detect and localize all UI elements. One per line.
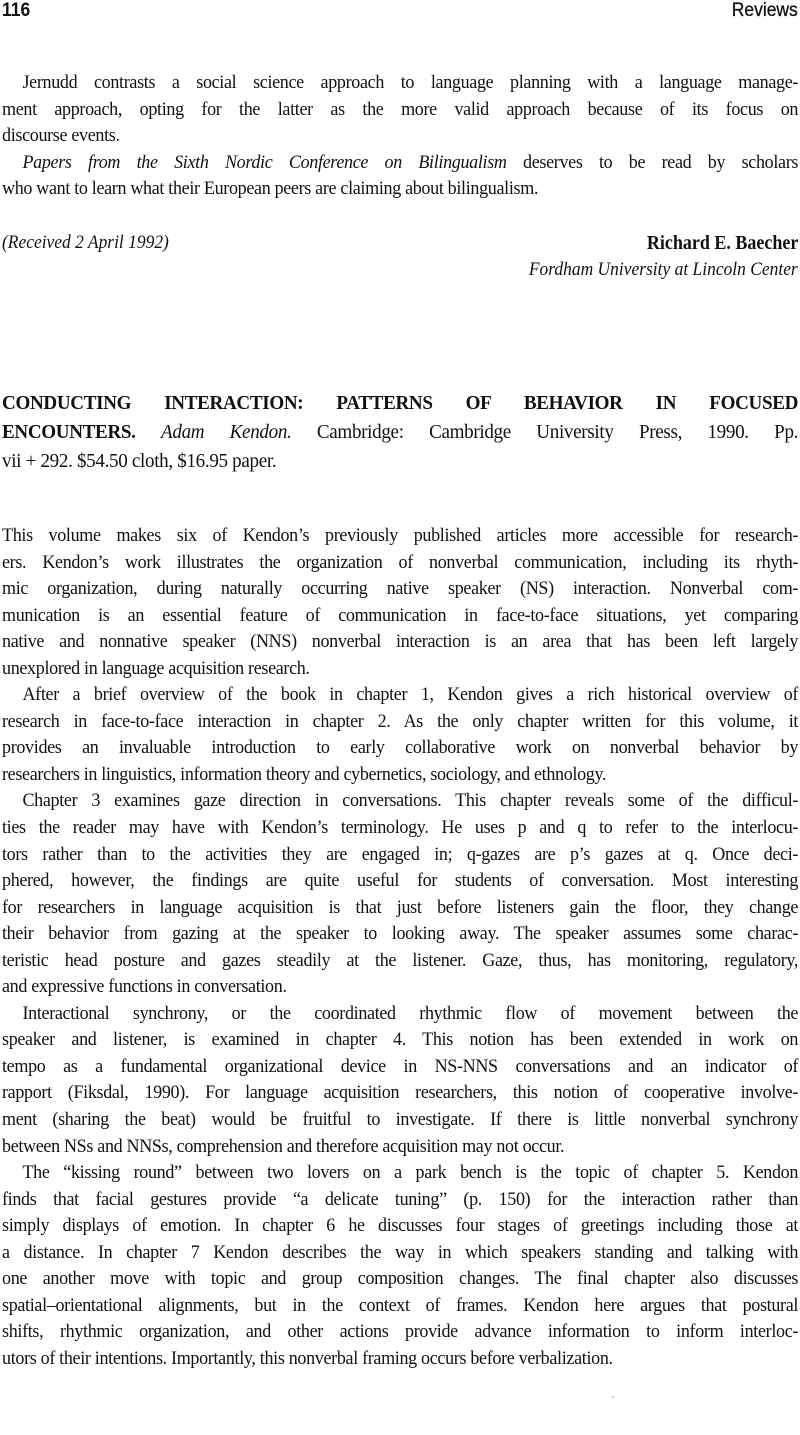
text-line: rapport (Fiksdal, 1990). For language acquisition researchers, this notion of cooperative involve-: [2, 1082, 799, 1104]
text-line: and expressive functions in conversation.: [2, 976, 287, 998]
text-fragment: deserves to be read by scholars: [506, 151, 799, 173]
running-head: Reviews: [731, 0, 798, 21]
book-title-line: CONDUCTING INTERACTION: PATTERNS OF BEHAVIOR IN FOCUSED: [2, 392, 799, 414]
text-line: The “kissing round” between two lovers on a park bench is the topic of chapter 5. Kendon: [22, 1162, 799, 1184]
text-line: research in face-to-face interaction in chapter 2. As the only chapter written for this volume, it: [2, 710, 799, 732]
text-line: speaker and listener, is examined in chapter 4. This notion has been extended in work on: [2, 1029, 799, 1051]
text-line: unexplored in language acquisition research.: [2, 657, 310, 679]
text-line: researchers in linguistics, information theory and cybernetics, sociology, and ethnology.: [2, 763, 607, 785]
text-line: their behavior from gazing at the speaker to looking away. The speaker assumes some charac-: [2, 923, 799, 945]
text-line: mic organization, during naturally occurring native speaker (NS) interaction. Nonverbal com-: [2, 578, 799, 600]
received-date: (Received 2 April 1992): [2, 232, 169, 253]
text-line: utors of their intentions. Importantly, this nonverbal framing occurs before verbalization.: [2, 1347, 613, 1369]
text-line: ment (sharing the beat) would be fruitful to investigate. If there is little nonverbal synchrony: [2, 1109, 799, 1131]
text-line: spatial–orientational alignments, but in the context of frames. Kendon here argues that postural: [2, 1294, 799, 1316]
text-line: finds that facial gestures provide “a delicate tuning” (p. 150) for the interaction rather than: [2, 1188, 799, 1210]
book-author: Adam Kendon.: [161, 421, 292, 443]
book-title-end: ENCOUNTERS.: [2, 421, 136, 443]
text-line: [2, 150, 798, 177]
review-body: [2, 523, 798, 1373]
text-line: phered, however, the findings are quite useful for students of conversation. Most interesting: [2, 870, 799, 892]
text-line: who want to learn what their European peers are claiming about bilingualism.: [2, 178, 539, 200]
book-title-italic: Papers from the Sixth Nordic Conference on Bilingualism: [22, 151, 507, 173]
text-line: a distance. In chapter 7 Kendon describes the way in which speakers standing and talking with: [2, 1241, 799, 1263]
text-line: munication is an essential feature of communication in face-to-face situations, yet comparing: [2, 604, 799, 626]
text-line: After a brief overview of the book in chapter 1, Kendon gives a rich historical overview of: [22, 684, 799, 706]
citation-line: [2, 418, 798, 447]
text-line: ties the reader may have with Kendon’s terminology. He uses p and q to refer to the interlocu-: [2, 817, 799, 839]
book-citation: [2, 389, 798, 476]
page-header: [0, 0, 800, 24]
text-line: Interactional synchrony, or the coordinated rhythmic flow of movement between the: [22, 1002, 799, 1024]
text-line: between NSs and NNSs, comprehension and therefore acquisition may not occur.: [2, 1135, 565, 1157]
text-line: one another move with topic and group composition changes. The final chapter also discusses: [2, 1268, 799, 1290]
scan-speck: [612, 1396, 614, 1398]
text-line: Jernudd contrasts a social science approach to language planning with a language manage-: [22, 72, 799, 93]
text-line: shifts, rhythmic organization, and other actions provide advance information to inform interloc-: [2, 1321, 799, 1343]
previous-review-conclusion: [2, 70, 798, 203]
book-details: vii + 292. $54.50 cloth, $16.95 paper.: [2, 450, 277, 472]
page-number: 116: [2, 0, 31, 21]
text-line: tempo as a fundamental organizational device in NS-NNS conversations and an indicator of: [2, 1055, 799, 1077]
text-line: simply displays of emotion. In chapter 6 he discusses four stages of greetings including those at: [2, 1215, 799, 1237]
text-line: ers. Kendon’s work illustrates the organization of nonverbal communication, including its rhyth-: [2, 551, 799, 573]
reviewer-name: Richard E. Baecher: [646, 232, 798, 254]
text-line: native and nonnative speaker (NNS) nonverbal interaction is an area that has been left largely: [2, 631, 799, 653]
reviewer-affiliation: Fordham University at Lincoln Center: [529, 259, 798, 280]
text-line: provides an invaluable introduction to early collaborative work on nonverbal behavior by: [2, 737, 799, 759]
text-line: discourse events.: [2, 125, 120, 147]
text-line: Chapter 3 examines gaze direction in conversations. This chapter reveals some of the difficul-: [22, 790, 799, 812]
text-line: ment approach, opting for the latter as the more valid approach because of its focus on: [2, 98, 799, 120]
text-line: teristic head posture and gazes steadily at the listener. Gaze, thus, has monitoring, regulatory,: [2, 949, 799, 971]
text-line: tors rather than to the activities they are engaged in; q-gazes are p’s gazes at q. Once deci-: [2, 843, 799, 865]
publisher-info: Cambridge: Cambridge University Press, 1990. Pp.: [291, 421, 799, 443]
text-line: This volume makes six of Kendon’s previously published articles more accessible for research-: [2, 525, 799, 546]
text-line: for researchers in language acquisition is that just before listeners gain the floor, they change: [2, 896, 799, 918]
